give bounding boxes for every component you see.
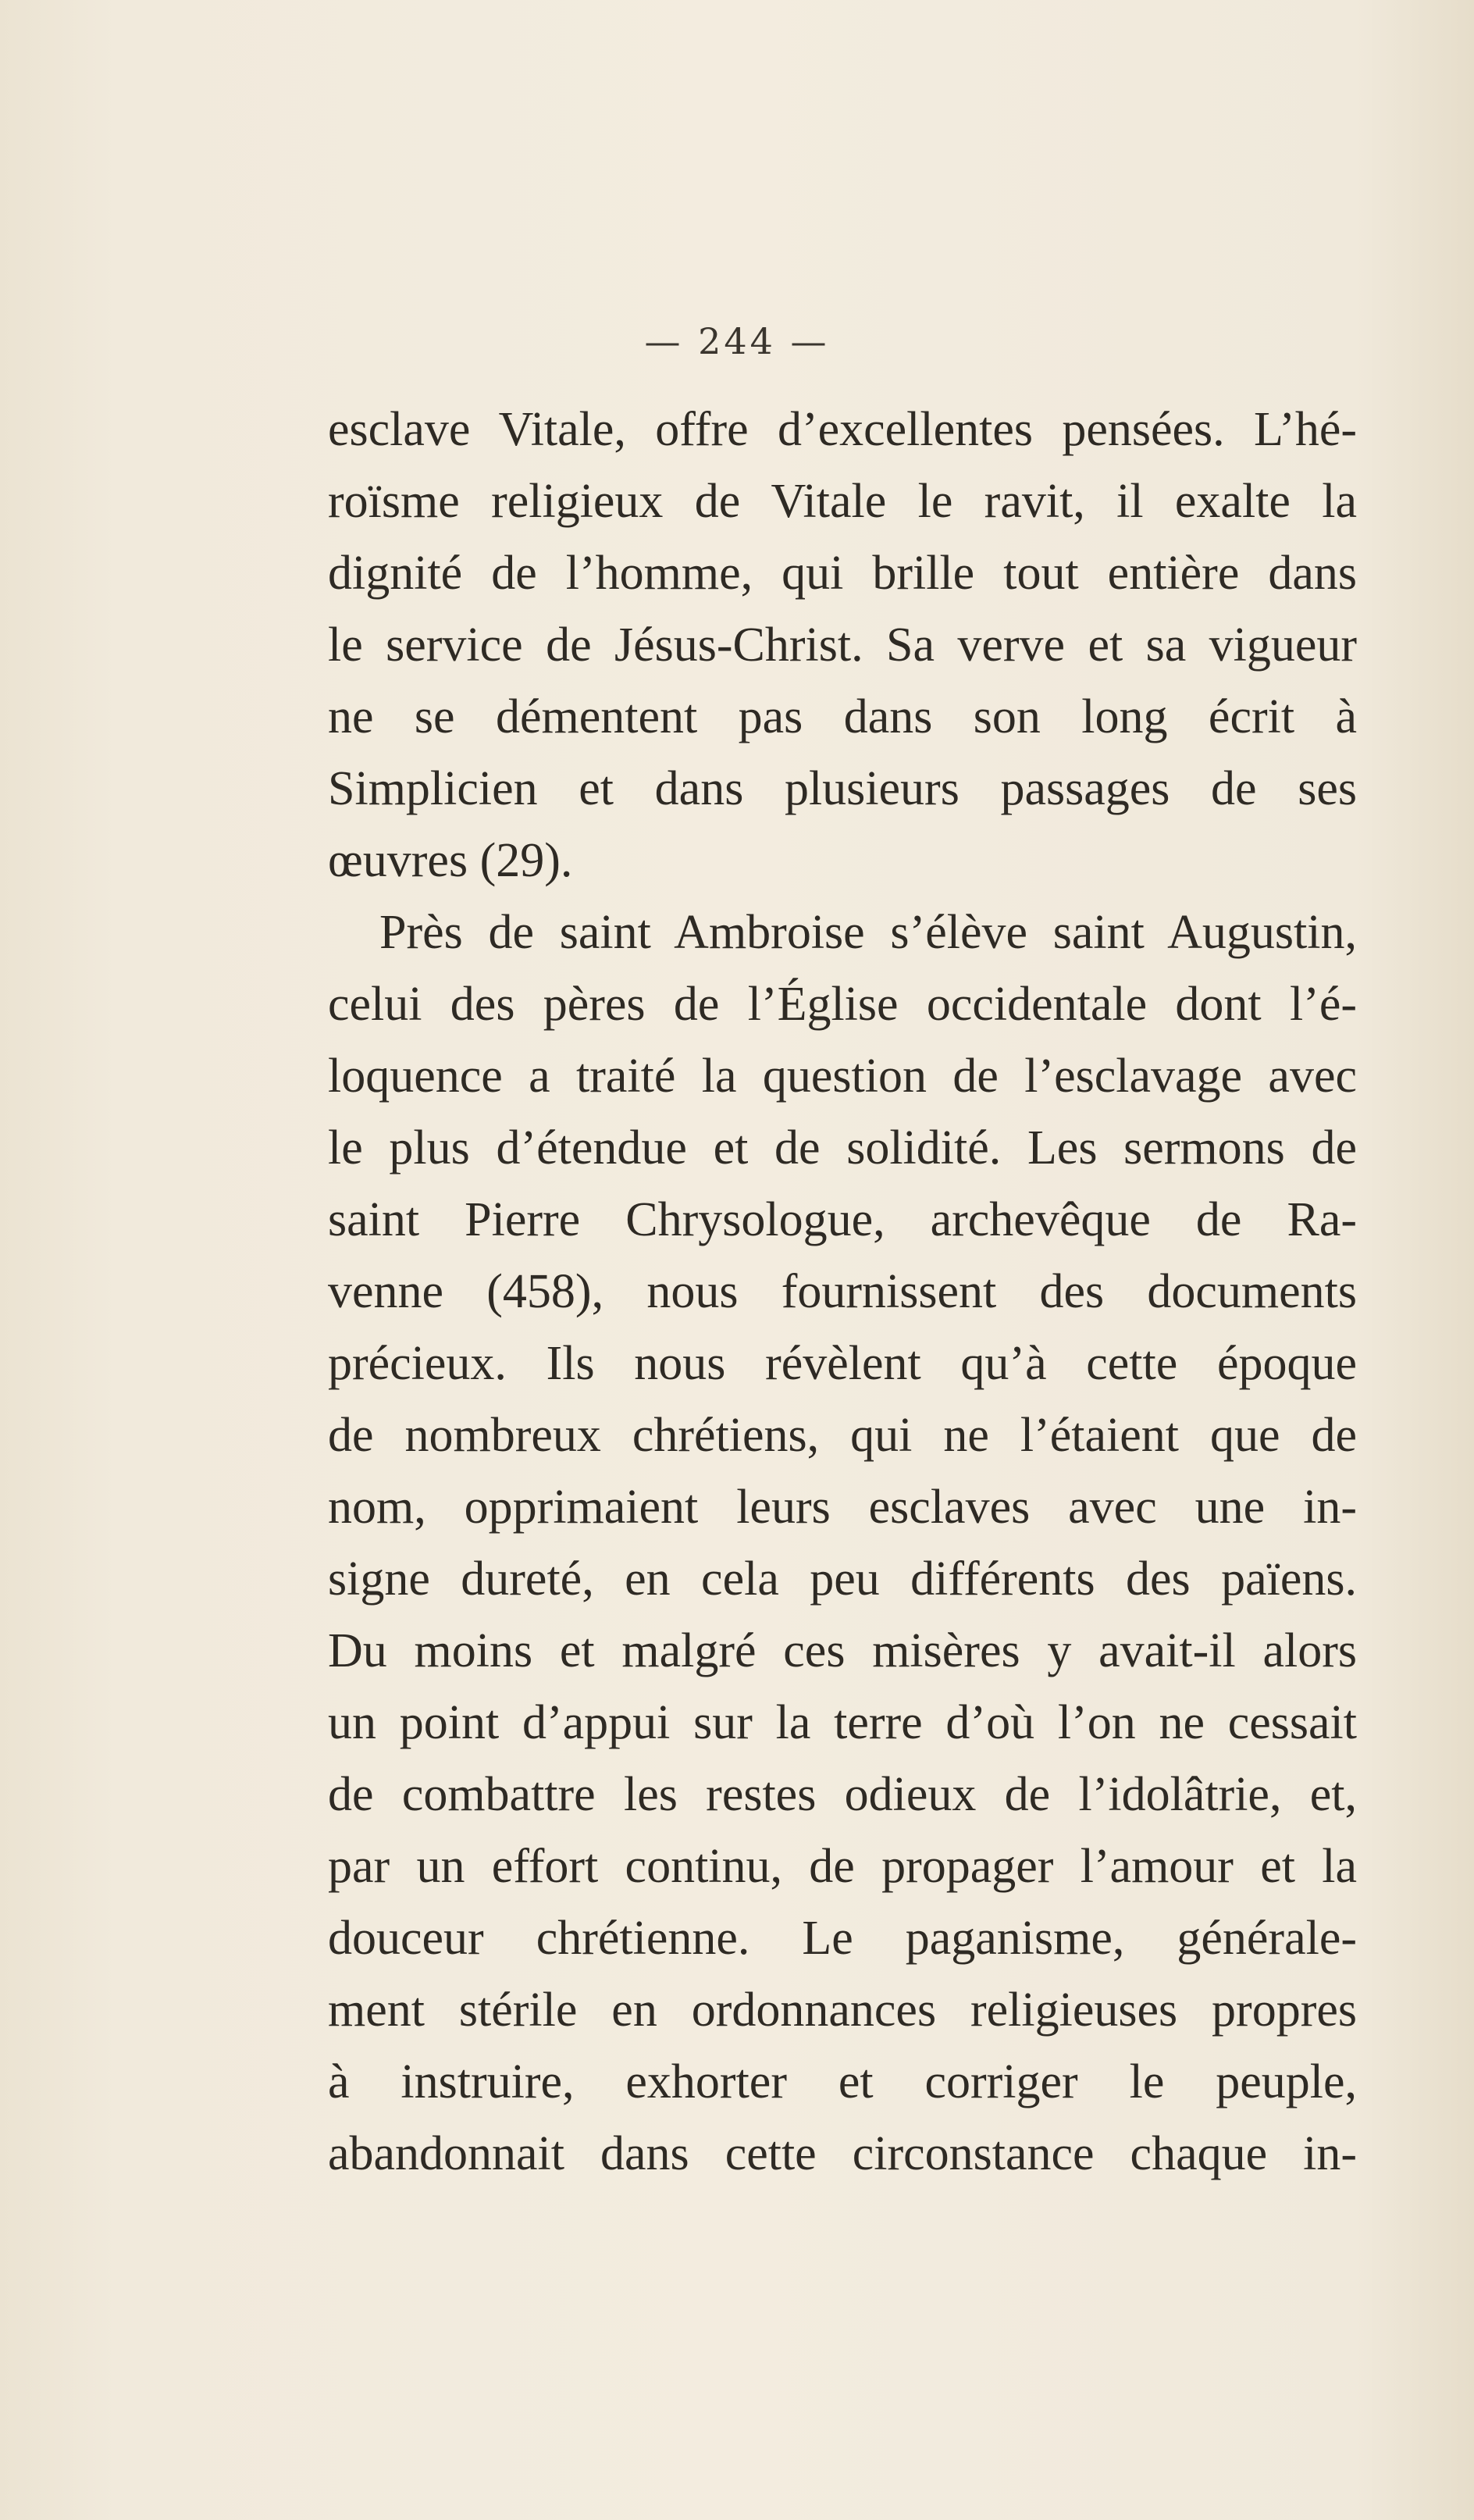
text-line: ment stérile en ordonnances religieuses propres [328,1984,1357,2037]
text-line: Du moins et malgré ces misères y avait-il alors [328,1624,1357,1677]
text-line: Près de saint Ambroise s’élève saint Augustin, [379,906,1357,959]
text-line: par un effort continu, de propager l’amour et la [328,1840,1357,1893]
text-line: Simplicien et dans plusieurs passages de ses [328,762,1357,815]
text-line: le service de Jésus-Christ. Sa verve et sa vigueur [328,618,1357,672]
text-line: le plus d’étendue et de solidité. Les sermons de [328,1121,1357,1174]
text-line: celui des pères de l’Église occidentale dont l’é- [328,978,1357,1031]
text-line: douceur chrétienne. Le paganisme, générale- [328,1912,1357,1965]
text-line: saint Pierre Chrysologue, archevêque de Ra- [328,1193,1357,1246]
text-line: un point d’appui sur la terre d’où l’on ne cessait [328,1696,1357,1749]
text-line: roïsme religieux de Vitale le ravit, il exalte la [328,475,1357,528]
text-line: loquence a traité la question de l’esclavage avec [328,1050,1357,1103]
text-line: abandonnait dans cette circonstance chaque in- [328,2127,1357,2180]
text-line: nom, opprimaient leurs esclaves avec une in- [328,1481,1357,1534]
text-line: esclave Vitale, offre d’excellentes pensées. L’hé- [328,403,1357,456]
text-line: précieux. Ils nous révèlent qu’à cette époque [328,1337,1357,1390]
text-line: dignité de l’homme, qui brille tout entière dans [328,547,1357,600]
body-text [328,394,1357,2190]
page-number: — 244 — [644,320,830,362]
text-line: œuvres (29). [328,834,573,887]
text-line: à instruire, exhorter et corriger le peuple, [328,2055,1357,2108]
text-line: venne (458), nous fournissent des documents [328,1265,1357,1318]
text-line: ne se démentent pas dans son long écrit à [328,690,1357,743]
text-line: de combattre les restes odieux de l’idolâtrie, et, [328,1768,1357,1821]
text-line: signe dureté, en cela peu différents des païens. [328,1552,1357,1606]
text-line: de nombreux chrétiens, qui ne l’étaient que de [328,1409,1357,1462]
